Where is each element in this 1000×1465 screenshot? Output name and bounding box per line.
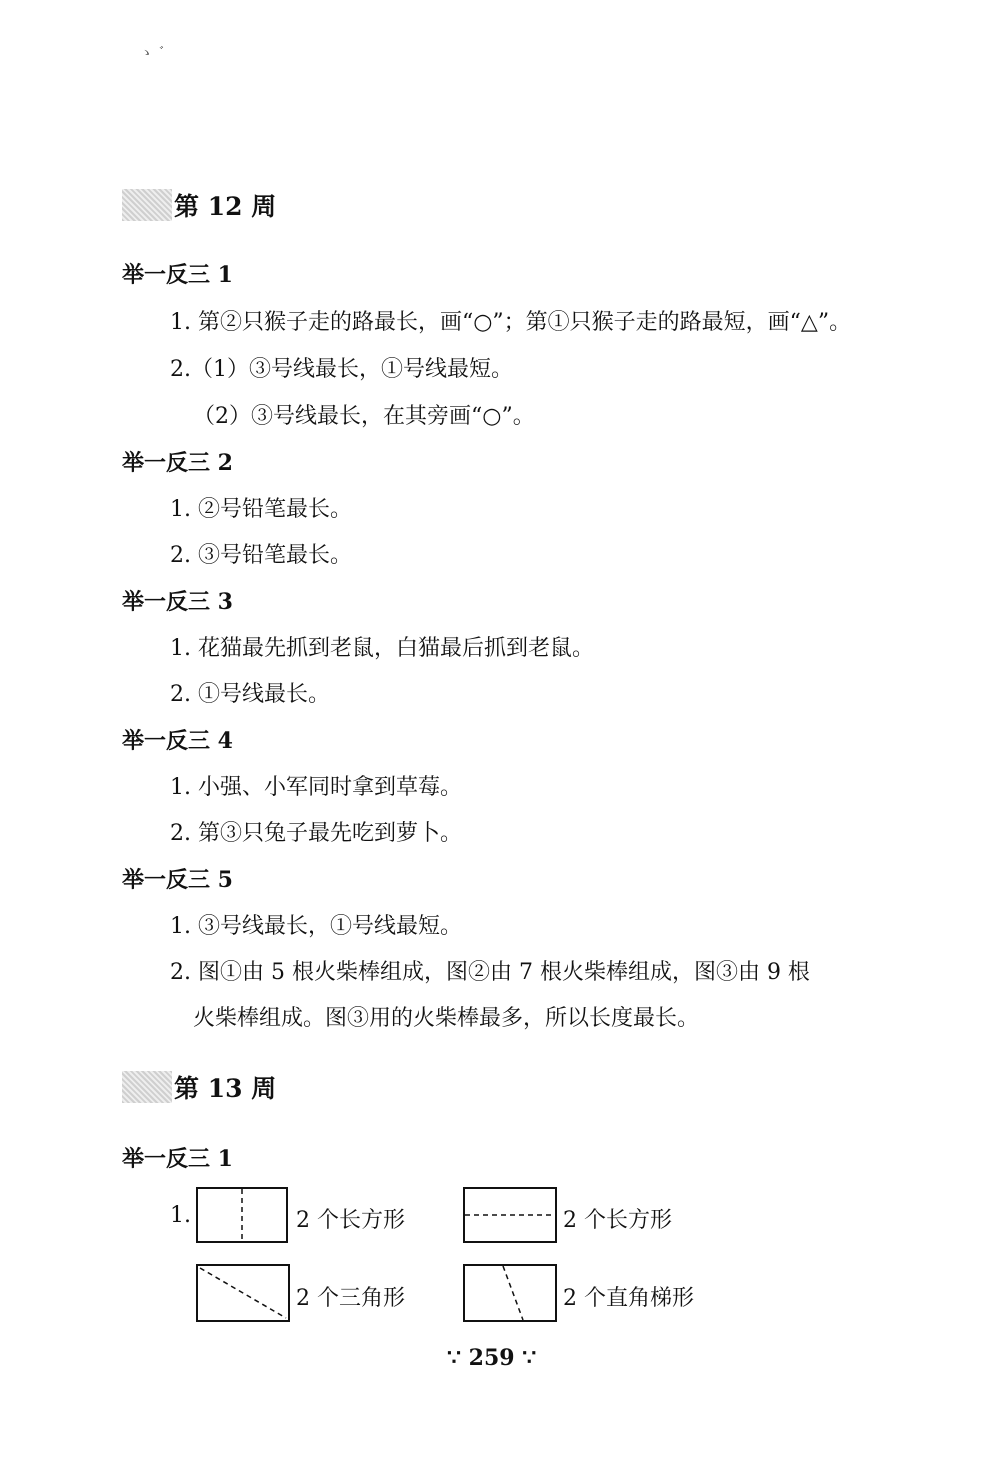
answer-line: 1. 第②只猴子走的路最长，画“○”；第①只猴子走的路最短，画“△”。 — [170, 310, 852, 335]
figure-label: 2 个三角形 — [296, 1286, 405, 1311]
section-title: 举一反三 4 — [122, 728, 233, 754]
heading-shade-decoration — [122, 1071, 172, 1103]
rectangle-figure — [196, 1187, 288, 1243]
corner-mark: ゝ ゛ — [140, 46, 174, 61]
answer-line: 1. 花猫最先抓到老鼠，白猫最后抓到老鼠。 — [170, 636, 594, 661]
rectangle-figure — [463, 1264, 557, 1322]
figure-label: 2 个长方形 — [296, 1208, 405, 1233]
item-number: 1. — [170, 1203, 191, 1228]
section-title: 举一反三 2 — [122, 450, 233, 476]
answer-line: 2. 图①由 5 根火柴棒组成，图②由 7 根火柴棒组成，图③由 9 根 — [170, 960, 810, 985]
answer-line: 2. ①号线最长。 — [170, 682, 330, 707]
figure-label: 2 个长方形 — [563, 1208, 672, 1233]
week-12-title: 第 12 周 — [174, 192, 277, 221]
section-title: 举一反三 1 — [122, 1146, 233, 1172]
week-13-title: 第 13 周 — [174, 1074, 277, 1103]
heading-shade-decoration — [122, 189, 172, 221]
week-13-heading — [122, 1067, 276, 1107]
rectangle-figure — [463, 1187, 557, 1243]
figure-label: 2 个直角梯形 — [563, 1286, 694, 1311]
answer-line: 2. ③号铅笔最长。 — [170, 543, 352, 568]
answer-line: （2）③号线最长，在其旁画“○”。 — [193, 404, 535, 429]
answer-line: 1. ③号线最长，①号线最短。 — [170, 914, 462, 939]
dashed-divider — [465, 1189, 555, 1241]
dashed-divider — [198, 1266, 288, 1320]
rectangle-figure — [196, 1264, 290, 1322]
answer-line: 2. 第③只兔子最先吃到萝卜。 — [170, 821, 462, 846]
page-number: ∵ 259 ∵ — [447, 1345, 537, 1371]
section-title: 举一反三 3 — [122, 589, 233, 615]
section-title: 举一反三 1 — [122, 262, 233, 288]
week-12-heading — [122, 185, 276, 225]
answer-line: 2.（1）③号线最长，①号线最短。 — [170, 357, 513, 382]
answer-line: 1. 小强、小军同时拿到草莓。 — [170, 775, 462, 800]
dashed-divider — [465, 1266, 555, 1320]
answer-line: 火柴棒组成。图③用的火柴棒最多，所以长度最长。 — [193, 1006, 700, 1031]
dashed-divider — [198, 1189, 286, 1241]
answer-line: 1. ②号铅笔最长。 — [170, 497, 352, 522]
section-title: 举一反三 5 — [122, 867, 233, 893]
